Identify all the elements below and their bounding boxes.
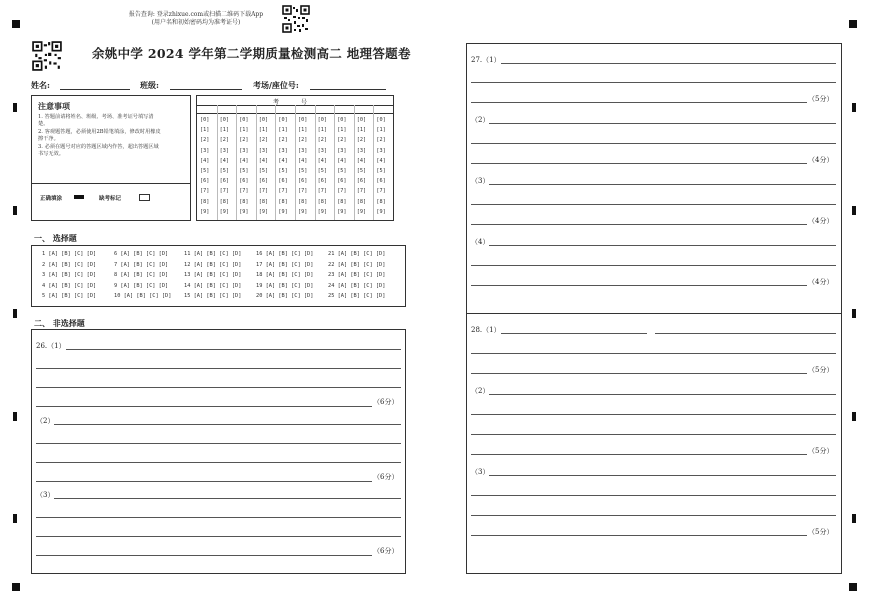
exam-number-bubble[interactable]: [5] [298, 168, 308, 174]
exam-number-bubble[interactable]: [4] [278, 157, 288, 164]
q28-part3-label: （3） [471, 468, 490, 476]
exam-number-bubble[interactable]: [5] [376, 168, 386, 174]
section2-title: 二、 非选择题 [34, 318, 85, 328]
exam-number-write-cell[interactable] [197, 105, 217, 113]
registration-mark-top-left [12, 20, 20, 28]
exam-number-bubble[interactable]: [6] [200, 178, 210, 185]
q28-part2-score: （5分） [808, 447, 834, 455]
exam-number-bubble[interactable]: [1] [356, 127, 367, 134]
exam-number-bubble[interactable]: [7] [376, 188, 386, 195]
q26-part3-label: （3） [36, 491, 55, 499]
exam-number-bubble[interactable]: [2] [298, 137, 308, 144]
choice-question-item[interactable]: 18 [A] [B] [C] [D] [256, 272, 314, 278]
exam-number-bubble[interactable]: [5] [239, 168, 249, 174]
exam-number-bubble[interactable]: [4] [337, 157, 347, 164]
exam-number-bubble[interactable]: [0] [239, 117, 249, 123]
exam-number-write-cell[interactable] [236, 105, 256, 113]
choice-question-item[interactable]: 25 [A] [B] [C] [D] [328, 293, 386, 299]
exam-number-bubble[interactable]: [9] [356, 208, 367, 215]
exam-number-bubble[interactable]: [0] [298, 117, 308, 123]
exam-number-bubble[interactable]: [1] [376, 127, 386, 134]
exam-number-bubble[interactable]: [8] [278, 198, 288, 205]
q27-part1-score: （5分） [808, 95, 834, 103]
answer-line[interactable] [54, 498, 401, 499]
exam-number-write-cell[interactable] [256, 105, 276, 113]
answer-line[interactable] [471, 515, 836, 516]
answer-line[interactable] [36, 481, 372, 482]
q26-part3-score: （6分） [373, 547, 399, 555]
name-label: 姓名: [31, 80, 50, 90]
exam-number-column-divider [295, 105, 296, 220]
exam-number-bubble[interactable]: [6] [356, 178, 367, 185]
answer-line[interactable] [471, 143, 836, 144]
choice-question-item[interactable]: 22 [A] [B] [C] [D] [328, 261, 386, 268]
registration-mark-top-right [849, 20, 857, 28]
answer-line[interactable] [471, 454, 807, 455]
exam-number-bubble[interactable]: [6] [258, 178, 269, 185]
exam-number-bubble[interactable]: [9] [376, 208, 386, 215]
answer-line[interactable] [471, 285, 807, 286]
q28-part1-score: （5分） [808, 366, 834, 374]
exam-number-bubble[interactable]: [7] [200, 188, 210, 195]
class-field[interactable] [170, 89, 242, 90]
q26-answer-box [31, 329, 406, 574]
answer-line[interactable] [471, 495, 836, 496]
choice-question-item[interactable]: 24 [A] [B] [C] [D] [328, 282, 386, 289]
exam-number-bubble[interactable]: [8] [356, 198, 367, 205]
choice-question-item[interactable]: 3 [A] [B] [C] [D] [42, 272, 97, 278]
exam-number-bubble[interactable]: [0] [337, 117, 347, 123]
app-qr-code-icon [282, 5, 310, 33]
exam-number-bubble[interactable]: [0] [200, 117, 210, 123]
notice-divider [32, 183, 190, 184]
answer-line[interactable] [489, 123, 836, 124]
exam-number-write-cell[interactable] [373, 105, 393, 113]
exam-number-column-divider [275, 105, 276, 220]
q27-part1-label: 27.（1） [471, 56, 501, 64]
timing-mark [852, 309, 856, 318]
exam-number-bubble[interactable]: [3] [337, 147, 347, 154]
exam-number-write-cell[interactable] [354, 105, 374, 113]
answer-line[interactable] [471, 224, 807, 225]
answer-line[interactable] [489, 394, 836, 395]
choice-question-item[interactable]: 4 [A] [B] [C] [D] [42, 282, 97, 289]
choice-question-item[interactable]: 8 [A] [B] [C] [D] [114, 272, 169, 278]
exam-number-bubble[interactable]: [4] [298, 157, 308, 164]
choice-question-item[interactable]: 1 [A] [B] [C] [D] [42, 251, 97, 257]
choice-question-item[interactable]: 5 [A] [B] [C] [D] [42, 293, 97, 299]
correct-fill-label: 正确填涂 [40, 196, 63, 202]
exam-number-bubble[interactable]: [9] [317, 208, 327, 215]
q26-part1-score: （6分） [373, 398, 399, 406]
answer-line[interactable] [36, 443, 401, 444]
exam-number-bubble[interactable]: [6] [337, 178, 347, 185]
absent-mark-checkbox[interactable] [139, 194, 150, 201]
exam-number-bubble[interactable]: [3] [278, 147, 288, 154]
exam-number-bubble[interactable]: [0] [258, 117, 269, 123]
exam-number-bubble[interactable]: [6] [298, 178, 308, 185]
choice-question-item[interactable]: 16 [A] [B] [C] [D] [256, 251, 314, 257]
page-title: 余姚中学 2024 学年第二学期质量检测高二 地理答题卷 [92, 46, 411, 61]
answer-line[interactable] [471, 535, 807, 536]
answer-line[interactable] [471, 82, 836, 83]
answer-line[interactable] [471, 204, 836, 205]
exam-number-bubble[interactable]: [5] [258, 168, 269, 174]
exam-number-bubble[interactable]: [7] [337, 188, 347, 195]
answer-line[interactable] [36, 462, 401, 463]
exam-number-bubble[interactable]: [0] [219, 117, 229, 123]
timing-mark [852, 103, 856, 112]
exam-number-column-divider [354, 105, 355, 220]
exam-number-bubble[interactable]: [3] [200, 147, 210, 154]
answer-line[interactable] [501, 333, 647, 334]
choice-question-item[interactable]: 11 [A] [B] [C] [D] [184, 251, 242, 257]
notice-item: 3. 必须在题号对应的答题区域内作答，超出答题区域书写无效。 [38, 143, 159, 158]
student-qr-code-icon [32, 41, 62, 71]
exam-number-write-cell[interactable] [275, 105, 295, 113]
timing-mark [852, 514, 856, 523]
answer-line[interactable] [471, 434, 836, 435]
q27-part4-label: （4） [471, 238, 490, 246]
exam-number-bubble[interactable]: [9] [219, 208, 229, 215]
exam-number-bubble[interactable]: [9] [200, 208, 210, 215]
exam-number-bubble[interactable]: [5] [356, 168, 367, 174]
exam-number-bubble[interactable]: [2] [219, 137, 229, 144]
exam-number-bubble[interactable]: [1] [337, 127, 347, 134]
choice-question-item[interactable]: 2 [A] [B] [C] [D] [42, 261, 97, 268]
exam-number-bubble[interactable]: [9] [298, 208, 308, 215]
exam-number-bubble[interactable]: [4] [219, 157, 229, 164]
exam-number-bubble[interactable]: [8] [376, 198, 386, 205]
exam-number-bubble[interactable]: [3] [298, 147, 308, 154]
answer-line[interactable] [471, 414, 836, 415]
notice-box [31, 95, 191, 221]
exam-number-bubble[interactable]: [2] [317, 137, 327, 144]
exam-number-bubble[interactable]: [1] [219, 127, 229, 134]
timing-mark [13, 514, 17, 523]
report-query-note [112, 11, 280, 27]
answer-line[interactable] [489, 184, 836, 185]
q26-part2-score: （6分） [373, 473, 399, 481]
exam-number-column-divider [373, 105, 374, 220]
room-seat-label: 考场/座位号: [253, 80, 299, 90]
name-field[interactable] [60, 89, 130, 90]
exam-number-bubble[interactable]: [6] [239, 178, 249, 185]
exam-number-bubble[interactable]: [7] [356, 188, 367, 195]
exam-number-grid [196, 95, 394, 221]
notice-item: 1. 答题前请将姓名、班级、考场、准考证号填写清楚。 [38, 114, 154, 128]
exam-number-bubble[interactable]: [9] [278, 208, 288, 215]
exam-number-bubble[interactable]: [8] [317, 198, 327, 205]
report-query-line2: (用户名和初始密码均为准考证号) [151, 19, 241, 26]
exam-number-bubble[interactable]: [1] [278, 127, 288, 134]
timing-mark [13, 309, 17, 318]
exam-number-bubble[interactable]: [3] [376, 147, 386, 154]
timing-mark [852, 206, 856, 215]
exam-number-bubble[interactable]: [4] [200, 157, 210, 164]
exam-number-bubble[interactable]: [3] [317, 147, 327, 154]
exam-number-bubble[interactable]: [1] [298, 127, 308, 134]
exam-number-bubble[interactable]: [1] [258, 127, 269, 134]
q28-part1-label: 28.（1） [471, 326, 501, 334]
exam-number-column-divider [315, 105, 316, 220]
exam-number-bubble[interactable]: [9] [337, 208, 347, 215]
answer-line[interactable] [489, 475, 836, 476]
exam-number-bubble[interactable]: [0] [356, 117, 367, 123]
exam-number-bubble[interactable]: [2] [258, 137, 269, 144]
choice-question-item[interactable]: 10 [A] [B] [C] [D] [114, 293, 172, 299]
choice-answer-box [31, 245, 406, 307]
answer-line[interactable] [655, 333, 836, 334]
notice-list [38, 114, 162, 158]
choice-question-item[interactable]: 7 [A] [B] [C] [D] [114, 261, 169, 268]
q28-part2-label: （2） [471, 387, 490, 395]
q27-q28-divider [467, 313, 841, 314]
answer-line[interactable] [36, 517, 401, 518]
choice-question-item[interactable]: 23 [A] [B] [C] [D] [328, 272, 386, 278]
exam-number-bubble[interactable]: [8] [258, 198, 269, 205]
answer-line[interactable] [471, 265, 836, 266]
registration-mark-bottom-left [12, 583, 20, 591]
class-label: 班级: [140, 80, 159, 90]
exam-number-bubble[interactable]: [6] [219, 178, 229, 185]
exam-number-bubble[interactable]: [4] [376, 157, 386, 164]
exam-number-bubble[interactable]: [3] [239, 147, 249, 154]
choice-question-item[interactable]: 15 [A] [B] [C] [D] [184, 293, 242, 299]
exam-number-write-cell[interactable] [315, 105, 335, 113]
q27-part2-label: （2） [471, 116, 490, 124]
exam-number-bubble[interactable]: [3] [219, 147, 229, 154]
exam-number-bubble[interactable]: [5] [317, 168, 327, 174]
room-seat-field[interactable] [310, 89, 386, 90]
exam-number-bubble[interactable]: [8] [298, 198, 308, 205]
choice-question-item[interactable]: 12 [A] [B] [C] [D] [184, 261, 242, 268]
answer-line[interactable] [66, 349, 401, 350]
answer-line[interactable] [36, 387, 401, 388]
q27-part3-label: （3） [471, 177, 490, 185]
exam-number-bubble[interactable]: [2] [278, 137, 288, 144]
exam-number-bubble[interactable]: [0] [278, 117, 288, 123]
exam-number-bubble[interactable]: [8] [200, 198, 210, 205]
answer-line[interactable] [54, 424, 401, 425]
exam-number-bubble[interactable]: [8] [219, 198, 229, 205]
exam-number-bubble[interactable]: [6] [317, 178, 327, 185]
exam-number-bubble[interactable]: [3] [258, 147, 269, 154]
exam-number-bubble[interactable]: [7] [239, 188, 249, 195]
exam-number-bubble[interactable]: [1] [200, 127, 210, 134]
exam-number-bubble[interactable]: [4] [356, 157, 367, 164]
exam-number-write-cell[interactable] [334, 105, 354, 113]
choice-question-item[interactable]: 9 [A] [B] [C] [D] [114, 282, 169, 289]
choice-question-item[interactable]: 21 [A] [B] [C] [D] [328, 251, 386, 257]
exam-number-column-divider [217, 105, 218, 220]
answer-line[interactable] [471, 373, 807, 374]
exam-number-header: 考 号 [273, 99, 317, 106]
correct-fill-sample [74, 195, 84, 199]
choice-question-item[interactable]: 14 [A] [B] [C] [D] [184, 282, 242, 289]
exam-number-column-divider [334, 105, 335, 220]
exam-number-bubble[interactable]: [7] [278, 188, 288, 195]
choice-question-item[interactable]: 13 [A] [B] [C] [D] [184, 272, 242, 278]
exam-number-bubble[interactable]: [9] [239, 208, 249, 215]
choice-question-item[interactable]: 20 [A] [B] [C] [D] [256, 293, 314, 299]
q28-part3-score: （5分） [808, 528, 834, 536]
right-answer-box [466, 43, 842, 574]
exam-number-bubble[interactable]: [0] [376, 117, 386, 123]
exam-number-bubble[interactable]: [0] [317, 117, 327, 123]
exam-number-bubble[interactable]: [2] [239, 137, 249, 144]
exam-number-bubble[interactable]: [5] [337, 168, 347, 174]
section1-title: 一、 选择题 [34, 233, 77, 243]
exam-number-bubble[interactable]: [5] [200, 168, 210, 174]
notice-title: 注意事项 [38, 101, 70, 111]
report-query-line1: 报告查询: 登录zhixue.com或扫描二维码下载App [128, 11, 264, 18]
answer-line[interactable] [489, 245, 836, 246]
timing-mark [852, 412, 856, 421]
absent-mark-label: 缺考标记 [99, 196, 122, 202]
exam-number-bubble[interactable]: [4] [317, 157, 327, 164]
exam-number-bubble[interactable]: [1] [317, 127, 327, 134]
exam-number-bubble[interactable]: [8] [239, 198, 249, 205]
choice-question-item[interactable]: 6 [A] [B] [C] [D] [114, 251, 169, 257]
answer-line[interactable] [36, 406, 372, 407]
q26-part1-label: 26.（1） [36, 342, 66, 350]
choice-question-item[interactable]: 17 [A] [B] [C] [D] [256, 261, 314, 268]
q26-part2-label: （2） [36, 417, 55, 425]
exam-number-bubble[interactable]: [3] [356, 147, 367, 154]
answer-line[interactable] [471, 163, 807, 164]
timing-mark [13, 412, 17, 421]
answer-line[interactable] [36, 368, 401, 369]
exam-number-column-divider [236, 105, 237, 220]
answer-line[interactable] [471, 353, 836, 354]
exam-number-bubble[interactable]: [7] [258, 188, 269, 195]
answer-line[interactable] [501, 63, 836, 64]
exam-number-write-cell[interactable] [295, 105, 315, 113]
exam-number-bubble[interactable]: [7] [317, 188, 327, 195]
exam-number-bubble[interactable]: [1] [239, 127, 249, 134]
registration-mark-bottom-right [849, 583, 857, 591]
notice-item: 2. 客观题答题，必须使用2B铅笔填涂，修改时用橡皮擦干净。 [38, 128, 161, 143]
exam-number-bubble[interactable]: [8] [337, 198, 347, 205]
exam-number-write-cell[interactable] [217, 105, 237, 113]
timing-mark [13, 206, 17, 215]
q27-part2-score: （4分） [808, 156, 834, 164]
exam-number-bubble[interactable]: [4] [258, 157, 269, 164]
exam-number-bubble[interactable]: [2] [376, 137, 386, 144]
exam-number-bubble[interactable]: [6] [376, 178, 386, 185]
exam-number-bubble[interactable]: [7] [219, 188, 229, 195]
exam-number-bubble[interactable]: [2] [356, 137, 367, 144]
exam-number-bubble[interactable]: [7] [298, 188, 308, 195]
exam-number-bubble[interactable]: [5] [278, 168, 288, 174]
exam-number-bubble[interactable]: [5] [219, 168, 229, 174]
exam-number-column-divider [256, 105, 257, 220]
q27-part4-score: （4分） [808, 278, 834, 286]
exam-number-bubble[interactable]: [4] [239, 157, 249, 164]
q27-part3-score: （4分） [808, 217, 834, 225]
answer-line[interactable] [36, 555, 372, 556]
answer-line[interactable] [471, 102, 807, 103]
exam-number-bubble[interactable]: [2] [200, 137, 210, 144]
timing-mark [13, 103, 17, 112]
exam-number-bubble[interactable]: [2] [337, 137, 347, 144]
exam-number-bubble[interactable]: [9] [258, 208, 269, 215]
exam-number-bubble[interactable]: [6] [278, 178, 288, 185]
answer-line[interactable] [36, 536, 401, 537]
choice-question-item[interactable]: 19 [A] [B] [C] [D] [256, 282, 314, 289]
